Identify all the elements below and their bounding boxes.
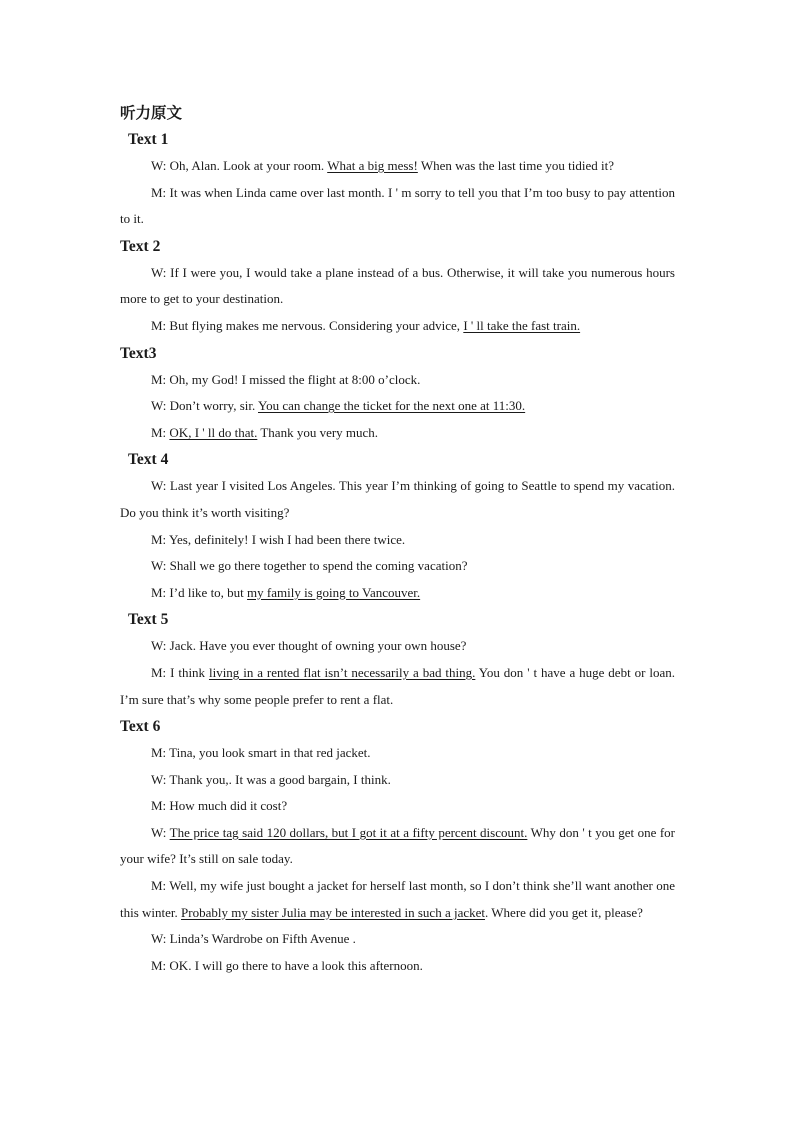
underlined-answer: my family is going to Vancouver.	[247, 584, 421, 600]
section-heading: Text 6	[120, 718, 161, 736]
underlined-answer: living in a rented flat isn’t necessarily a bad thing.	[208, 664, 476, 680]
underlined-answer: What a big mess!	[327, 158, 418, 173]
underlined-answer: I ' ll take the fast train.	[463, 317, 581, 333]
dialogue-line: W: If I were you, I would take a plane instead of a bus. Otherwise, it will take you numerous hours more to get to your destination.	[120, 264, 675, 307]
section-heading: Text 5	[128, 611, 169, 629]
underlined-answer: Probably my sister Julia may be interested in such a jacket	[181, 904, 486, 920]
underlined-answer: The price tag said 120 dollars, but I got it at a fifty percent discount.	[169, 824, 528, 840]
dialogue-line: M: It was when Linda came over last month. I ' m sorry to tell you that I’m too busy to pay attention to it.	[120, 184, 675, 227]
dialogue-line: W: Jack. Have you ever thought of owning your own house?	[151, 638, 467, 654]
dialogue-line: M: I’d like to, but my family is going to Vancouver.	[151, 584, 421, 600]
dialogue-line: M: Tina, you look smart in that red jacket.	[151, 745, 371, 761]
dialogue-line: W: Shall we go there together to spend the coming vacation?	[151, 558, 468, 574]
underlined-answer: You can change the ticket for the next one at 11:30.	[258, 398, 526, 414]
section-heading: Text 1	[128, 131, 169, 148]
dialogue-line: M: Oh, my God! I missed the flight at 8:00 o’clock.	[151, 371, 421, 387]
dialogue-line: M: Yes, definitely! I wish I had been there twice.	[151, 531, 406, 547]
dialogue-line: W: Oh, Alan. Look at your room. What a big mess! When was the last time you tidied it?	[151, 158, 614, 173]
dialogue-line: W: Thank you,. It was a good bargain, I think.	[151, 771, 391, 787]
dialogue-line: M: Well, my wife just bought a jacket for herself last month, so I don’t think she’ll want another one this winter. Probably my sister Julia may be interested in such a jacket. Where did you get it, please?	[120, 878, 675, 920]
section-heading: Text3	[120, 344, 157, 362]
dialogue-line: W: Don’t worry, sir. You can change the ticket for the next one at 11:30.	[151, 398, 526, 414]
underlined-answer: OK, I ' ll do that.	[169, 424, 258, 440]
dialogue-line: M: But flying makes me nervous. Considering your advice, I ' ll take the fast train.	[151, 317, 581, 333]
dialogue-line: W: Last year I visited Los Angeles. This year I’m thinking of going to Seattle to spend my vacation. Do you think it’s worth visiting?	[120, 478, 675, 520]
document-title: 听力原文	[120, 104, 183, 122]
section-heading: Text 4	[128, 451, 169, 469]
dialogue-line: M: OK. I will go there to have a look this afternoon.	[151, 957, 423, 973]
dialogue-line: M: OK, I ' ll do that. Thank you very much.	[151, 424, 379, 440]
document-page	[120, 100, 675, 979]
dialogue-line: W: The price tag said 120 dollars, but I got it at a fifty percent discount. Why don ' t you get one for your wife? It’s still on sale today.	[120, 824, 676, 867]
dialogue-line: W: Linda’s Wardrobe on Fifth Avenue .	[151, 931, 356, 947]
dialogue-line: M: How much did it cost?	[151, 798, 288, 814]
dialogue-line: M: I think living in a rented flat isn’t necessarily a bad thing. You don ' t have a huge debt or loan. I’m sure that’s why some people prefer to rent a flat.	[120, 664, 675, 707]
section-heading: Text 2	[120, 237, 161, 255]
